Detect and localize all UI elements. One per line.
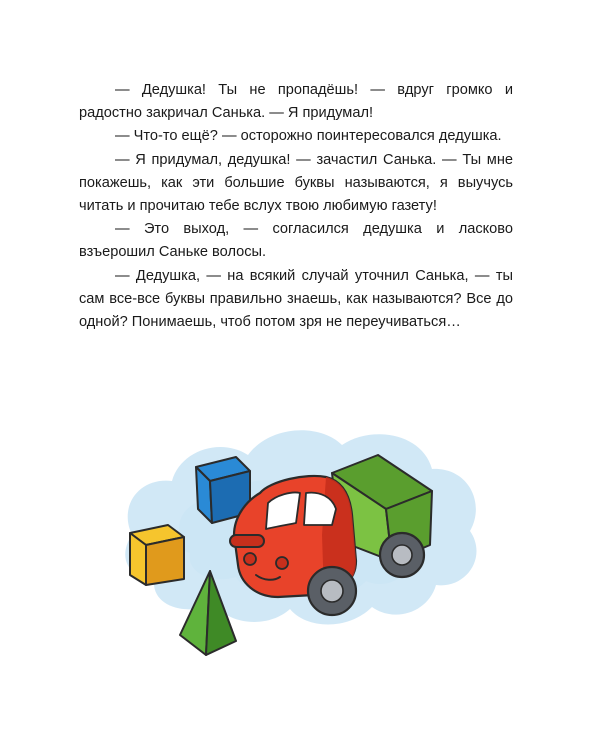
story-paragraph-2: — Что-то ещё? — осторожно поинтересовался дедушка. — [115, 128, 502, 145]
story-paragraph-4: — Это выход, — согласился дедушка и ласково взъерошил Саньке волосы. — [79, 221, 513, 261]
story-text — [79, 79, 513, 334]
toy-truck-illustration — [110, 385, 490, 675]
yellow-cube-side — [146, 537, 184, 585]
wheel-front-hubcap — [321, 580, 343, 602]
truck-headlight-right — [276, 557, 288, 569]
truck-bumper — [230, 535, 264, 547]
story-paragraph-5: — Дедушка, — на всякий случай уточнил Санька, — ты сам все-все буквы правильно знаешь, как называются? Все до одной? Понимаешь, чтоб потом зря не переучиваться… — [79, 267, 513, 331]
story-paragraph-3: — Я придумал, дедушка! — зачастил Санька. — Ты мне покажешь, как эти большие буквы называются, я выучусь читать и прочитаю тебе вслух твою любимую газету! — [79, 151, 513, 215]
wheel-rear-hubcap — [392, 545, 412, 565]
story-paragraph-1: — Дедушка! Ты не пропадёшь! — вдруг громко и радостно закричал Санька. — Я придумал! — [79, 82, 513, 122]
yellow-cube — [130, 525, 184, 585]
illustration-svg — [110, 385, 490, 675]
truck-headlight-left — [244, 553, 256, 565]
